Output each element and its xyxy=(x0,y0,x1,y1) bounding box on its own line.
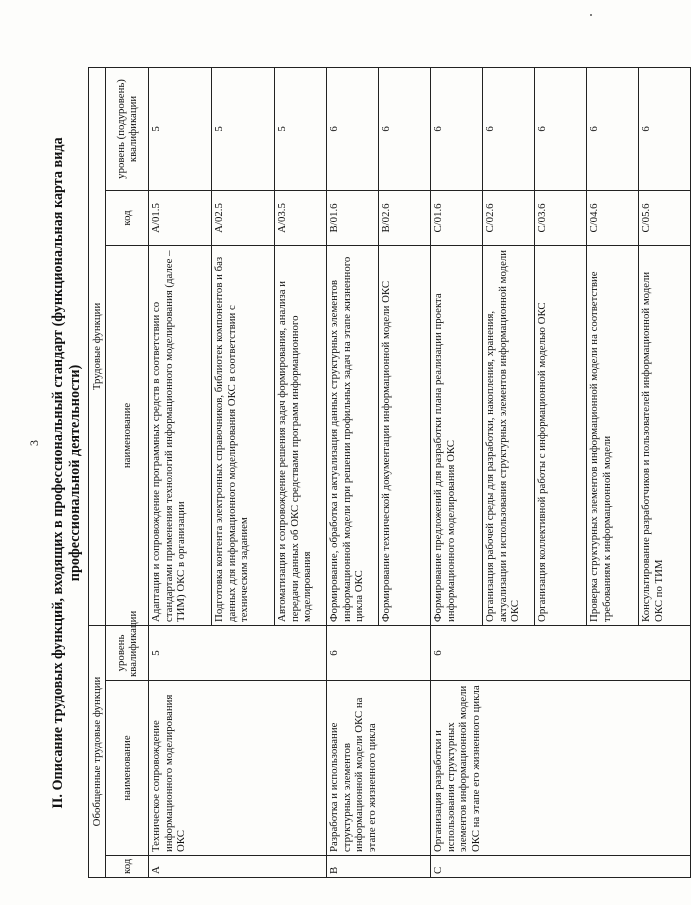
tf-level: 5 xyxy=(275,67,327,190)
tf-level: 6 xyxy=(535,67,587,190)
header-labor-functions: Трудовые функции xyxy=(89,67,106,625)
tf-name: Организация рабочей среды для разработки, накопления, хранения, актуализации и использования структурных элементов информационной модели ОКС xyxy=(483,245,535,625)
tf-name: Проверка структурных элементов информационной модели на соответствие требованиям к информационной модели xyxy=(587,245,639,625)
page-number: 3 xyxy=(27,440,41,446)
gtf-level: 6 xyxy=(327,625,431,680)
header-row-groups xyxy=(89,67,106,877)
tf-level: 6 xyxy=(587,67,639,190)
rotated-page-content xyxy=(48,68,665,878)
tf-name: Формирование, обработка и актуализация данных структурных элементов информационной модели при решении профильных задач на этапе жизненного цикла ОКС xyxy=(327,245,379,625)
tf-name: Формирование предложений для разработки плана реализации проекта информационного моделирования ОКС xyxy=(431,245,483,625)
header-name: наименование xyxy=(106,681,149,856)
header-tf-level: уровень (подуровень) квалификации xyxy=(106,67,149,190)
header-tf-code: код xyxy=(106,190,149,245)
header-level: уровень квалификации xyxy=(106,625,149,680)
tf-code: C/01.6 xyxy=(431,190,483,245)
tf-name: Автоматизация и сопровождение решения задач формирования, анализа и передачи данных об ОКС средствами программ информационного моделирования xyxy=(275,245,327,625)
header-row-columns xyxy=(106,67,149,877)
tf-code: C/05.6 xyxy=(639,190,691,245)
header-generalized-functions: Обобщенные трудовые функции xyxy=(89,625,106,877)
tf-name: Подготовка контента электронных справочников, библиотек компонентов и баз данных для информационного моделирования ОКС в соответствии с техническим заданием xyxy=(212,245,275,625)
tf-name: Формирование технической документации информационной модели ОКС xyxy=(379,245,431,625)
tf-name: Организация коллективной работы с информационной моделью ОКС xyxy=(535,245,587,625)
gtf-name: Организация разработки и использования структурных элементов информационной модели ОКС на этапе его жизненного цикла xyxy=(431,681,691,856)
tf-code: C/03.6 xyxy=(535,190,587,245)
tf-code: A/01.5 xyxy=(149,190,212,245)
gtf-name: Разработка и использование структурных элементов информационной модели ОКС на этапе его жизненного цикла xyxy=(327,681,431,856)
tf-name: Консультирование разработчиков и пользователей информационной модели ОКС по ТИМ xyxy=(639,245,691,625)
table-row xyxy=(431,67,483,877)
tf-name: Адаптация и сопровождение программных средств в соответствии со стандартами применения технологий информационного моделирования (далее – ТИМ) ОКС в организации xyxy=(149,245,212,625)
tf-code: C/02.6 xyxy=(483,190,535,245)
gtf-code: A xyxy=(149,856,327,878)
gtf-level: 5 xyxy=(149,625,327,680)
tf-level: 6 xyxy=(639,67,691,190)
scan-speck xyxy=(590,14,592,16)
tf-level: 5 xyxy=(212,67,275,190)
gtf-code: C xyxy=(431,856,691,878)
tf-level: 6 xyxy=(483,67,535,190)
tf-level: 6 xyxy=(379,67,431,190)
functional-map-table xyxy=(88,67,691,878)
gtf-name: Техническое сопровождение информационного моделирования ОКС xyxy=(149,681,327,856)
table-row xyxy=(149,67,212,877)
tf-code: A/03.5 xyxy=(275,190,327,245)
gtf-level: 6 xyxy=(431,625,691,680)
tf-code: A/02.5 xyxy=(212,190,275,245)
tf-level: 6 xyxy=(327,67,379,190)
gtf-code: B xyxy=(327,856,431,878)
section-heading xyxy=(50,68,84,878)
heading-line-2: профессиональной деятельности) xyxy=(67,364,83,582)
header-code: код xyxy=(106,856,149,878)
table-row xyxy=(327,67,379,877)
tf-code: B/01.6 xyxy=(327,190,379,245)
tf-level: 6 xyxy=(431,67,483,190)
tf-code: B/02.6 xyxy=(379,190,431,245)
header-tf-name: наименование xyxy=(106,245,149,625)
heading-line-1: II. Описание трудовых функций, входящих в профессиональный стандарт (функциональная карта вида xyxy=(50,137,66,809)
tf-code: C/04.6 xyxy=(587,190,639,245)
tf-level: 5 xyxy=(149,67,212,190)
